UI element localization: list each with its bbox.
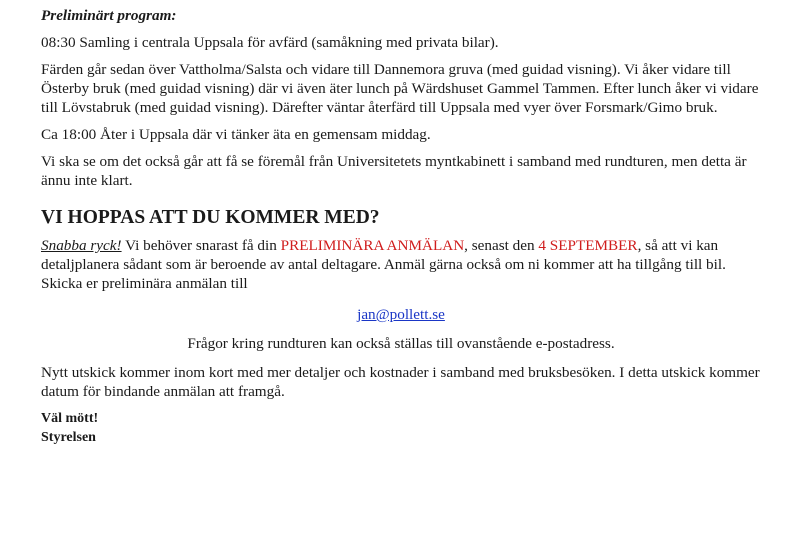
document-page <box>41 6 761 447</box>
registration-text-2: , senast den <box>464 237 539 254</box>
program-heading: Preliminärt program: <box>41 7 177 24</box>
registration-text-3: , så att vi kan detaljplanera sådant som är beroende av antal deltagare. Anmäl gärna också om ni kommer att ha tillgång till bil. Skicka er preliminära anmälan till <box>41 237 726 292</box>
email-link[interactable]: jan@pollett.se <box>357 306 445 323</box>
questions-note: Frågor kring rundturen kan också ställas till ovanstående e-postadress. <box>187 335 615 352</box>
signoff-signature: Styrelsen <box>41 430 96 445</box>
deadline-date-highlight: 4 SEPTEMBER <box>538 237 638 254</box>
program-route-description: Färden går sedan över Vattholma/Salsta och vidare till Dannemora gruva (med guidad visning). Vi åker vidare till Österby bruk (med guidad visning) där vi även äter lunch på Wärdshuset Gammel Tammen. Efter lunch åker vi vidare till Lövstabruk (med guidad visning). Därefter väntar återfärd till Uppsala med vyer över Forsmark/Gimo bruk. <box>41 61 759 116</box>
program-return-time: Ca 18:00 Åter i Uppsala där vi tänker äta en gemensam middag. <box>41 126 431 143</box>
registration-paragraph <box>41 236 761 293</box>
signoff-greeting: Väl mött! <box>41 411 99 426</box>
cta-heading: VI HOPPAS ATT DU KOMMER MED? <box>41 207 380 228</box>
signoff <box>41 409 761 447</box>
program-coin-cabinet-note: Vi ska se om det också går att få se föremål från Universitetets myntkabinett i samband med rundturen, men detta är ännu inte klart. <box>41 153 747 189</box>
program-schedule-start: 08:30 Samling i centrala Uppsala för avfärd (samåkning med privata bilar). <box>41 34 499 51</box>
preliminary-registration-highlight: PRELIMINÄRA ANMÄLAN <box>280 237 465 254</box>
followup-paragraph: Nytt utskick kommer inom kort med mer detaljer och kostnader i samband med bruksbesöken. I detta utskick kommer datum för bindande anmälan att framgå. <box>41 364 760 400</box>
registration-text-1: Vi behöver snarast få din <box>121 237 281 254</box>
email-line <box>41 305 761 324</box>
snabba-ryck-text: Snabba ryck! <box>41 237 122 254</box>
